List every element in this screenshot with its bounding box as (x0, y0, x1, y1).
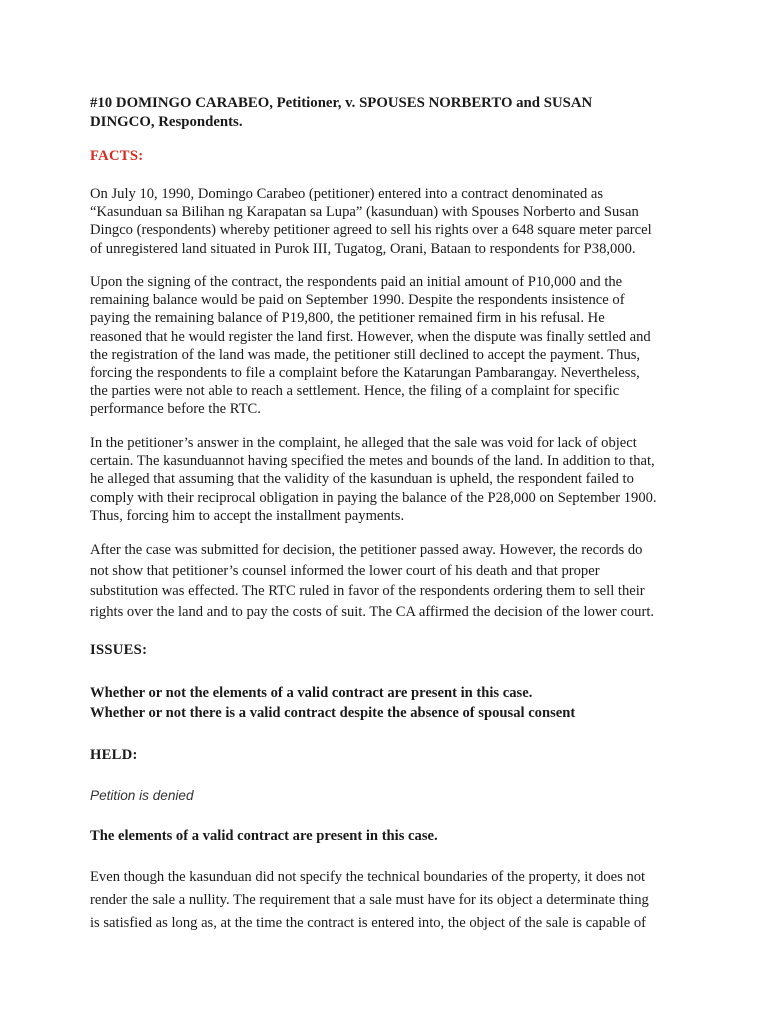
held-ruling: Petition is denied (90, 788, 194, 803)
text-line: reasoned that he would register the land first. However, when the dispute was finally settled and (90, 328, 651, 345)
facts-paragraph-1 (90, 185, 690, 258)
text-line: remaining balance would be paid on September 1990. Despite the respondents insistence of (90, 292, 625, 309)
text-line: of unregistered land situated in Purok III, Tugatog, Orani, Bataan to respondents for P38,000. (90, 240, 636, 257)
facts-heading: FACTS: (90, 148, 144, 164)
text-line: “Kasunduan sa Bilihan ng Karapatan sa Lupa” (kasunduan) with Spouses Norberto and Susan (90, 204, 639, 221)
text-line: he alleged that assuming that the validity of the kasunduan is upheld, the respondent failed to (90, 471, 634, 488)
text-line: Dingco (respondents) whereby petitioner agreed to sell his rights over a 648 square meter parcel (90, 222, 652, 239)
text-line: substitution was effected. The RTC ruled in favor of the respondents ordering them to sell their (90, 583, 645, 599)
text-line: rights over the land and to pay the costs of suit. The CA affirmed the decision of the lower court. (90, 603, 655, 620)
issues-heading: ISSUES: (90, 642, 148, 658)
text-line: Even though the kasunduan did not specify the technical boundaries of the property, it does not (90, 869, 646, 885)
text-line: render the sale a nullity. The requirement that a sale must have for its object a determinate thing (90, 892, 649, 908)
text-line: forcing the respondents to file a complaint before the Katarungan Pambarangay. Nevertheless, (90, 365, 640, 382)
text-line: Thus, forcing him to accept the installment payments. (90, 507, 405, 524)
text-line: After the case was submitted for decision, the petitioner passed away. However, the records do (90, 542, 643, 558)
text-line: On July 10, 1990, Domingo Carabeo (petitioner) entered into a contract denominated as (90, 186, 604, 202)
text-line: paying the remaining balance of P19,800, the petitioner remained firm in his refusal. He (90, 310, 605, 327)
text-line: In the petitioner’s answer in the complaint, he alleged that the sale was void for lack of object (90, 435, 637, 451)
text-line: is satisfied as long as, at the time the contract is entered into, the object of the sale is capable of (90, 915, 647, 931)
elements-heading: The elements of a valid contract are present in this case. (90, 828, 438, 844)
issue-item: Whether or not the elements of a valid contract are present in this case. (90, 685, 533, 701)
case-title-line: #10 DOMINGO CARABEO, Petitioner, v. SPOUSES NORBERTO and SUSAN (90, 95, 593, 111)
facts-paragraph-3 (90, 434, 690, 525)
facts-paragraph-4 (90, 540, 690, 622)
text-line: performance before the RTC. (90, 401, 261, 418)
held-paragraph (90, 866, 690, 935)
text-line: Upon the signing of the contract, the respondents paid an initial amount of P10,000 and the (90, 274, 623, 290)
text-line: not show that petitioner’s counsel informed the lower court of his death and that proper (90, 562, 600, 579)
held-heading: HELD: (90, 747, 138, 763)
facts-paragraph-2 (90, 273, 690, 419)
text-line: comply with their reciprocal obligation in paying the balance of the P28,000 on September 1900. (90, 489, 657, 506)
issue-item: Whether or not there is a valid contract despite the absence of spousal consent (90, 705, 576, 721)
case-title-line: DINGCO, Respondents. (90, 114, 243, 130)
case-title (90, 94, 690, 132)
text-line: the registration of the land was made, the petitioner still declined to accept the payment. Thus, (90, 346, 641, 363)
text-line: certain. The kasunduannot having specified the metes and bounds of the land. In addition to that, (90, 453, 655, 470)
text-line: the parties were not able to reach a settlement. Hence, the filing of a complaint for specific (90, 383, 620, 400)
